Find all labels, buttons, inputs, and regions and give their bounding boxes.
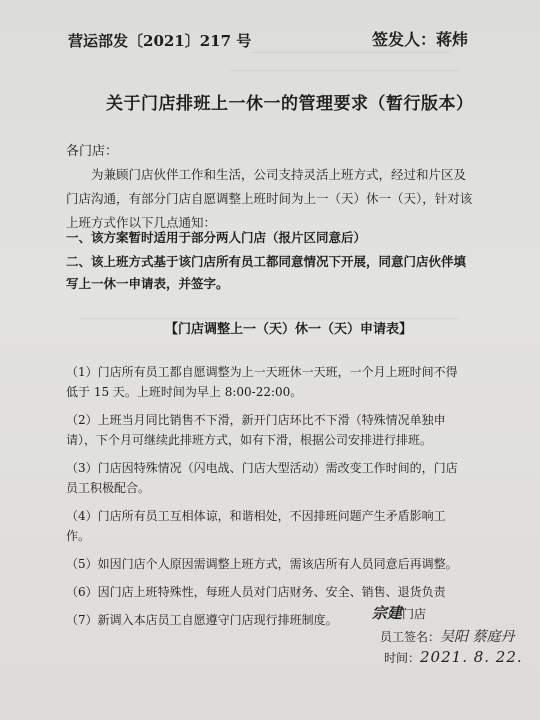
rules-list: [66, 362, 466, 638]
rule-item: （7）新调入本店员工自愿遵守门店现行排班制度。: [66, 613, 338, 627]
bleed-through-line: [250, 52, 450, 54]
notice-item: 二、该上班方式基于该门店所有员工都同意情况下开展，同意门店伙伴填写上一休一申请表，并签字。: [66, 254, 467, 291]
rule-item: （5）如因门店个人原因需调整上班方式，需该店所有人员同意后再调整。: [66, 557, 458, 571]
bleed-through-line: [230, 70, 460, 72]
rule-item: （1）门店所有员工都自愿调整为上一天班休一天班，一个月上班时间不得低于 15 天。上班时间为早上 8:00-22:00。: [66, 365, 458, 399]
form-title: 【门店调整上一（天）休一（天）申请表】: [165, 322, 413, 337]
handwritten-date: 2021. 8. 22.: [420, 648, 523, 666]
time-label: 时间：: [384, 651, 421, 665]
issuer: 签发人：蒋炜: [372, 30, 469, 49]
intro-paragraph: 为兼顾门店伙伴工作和生活，公司支持灵活上班方式，经过和片区及门店沟通，有部分门店自愿调整上班时间为上一（天）休一（天），针对该上班方式作以下几点通知：: [66, 167, 473, 230]
document-number: 营运部发〔2021〕217 号: [68, 32, 252, 50]
store-label: 门店: [402, 607, 427, 621]
rule-item: （4）门店所有员工互相体谅，和谐相处，不因排班问题产生矛盾影响工作。: [66, 509, 446, 543]
notice-item: 一、该方案暂时适用于部分两人门店（报片区同意后）: [66, 230, 367, 245]
rule-item: （3）门店因特殊情况（闪电战、门店大型活动）需改变工作时间的，门店员工积极配合。: [66, 461, 458, 495]
employee-signature-label: 员工签名：: [380, 630, 441, 644]
document-title: 关于门店排班上一休一的管理要求（暂行版本）: [106, 94, 474, 114]
signature-employees: [380, 626, 514, 646]
greeting: 各门店：: [66, 144, 119, 159]
rule-item: （6）因门店上班特殊性，每班人员对门店财务、安全、销售、退货负责: [66, 585, 446, 599]
signature-time: [384, 648, 523, 666]
handwritten-store-name: 宗建: [372, 604, 403, 622]
rule-item: （2）上班当月同比销售不下滑，新开门店环比不下滑（特殊情况单独申请），下个月可继续此排班方式，如有下滑，根据公司安排进行排班。: [66, 413, 446, 447]
handwritten-employee-names: 吴阳 蔡庭丹: [440, 629, 515, 645]
signature-store: [372, 602, 426, 623]
